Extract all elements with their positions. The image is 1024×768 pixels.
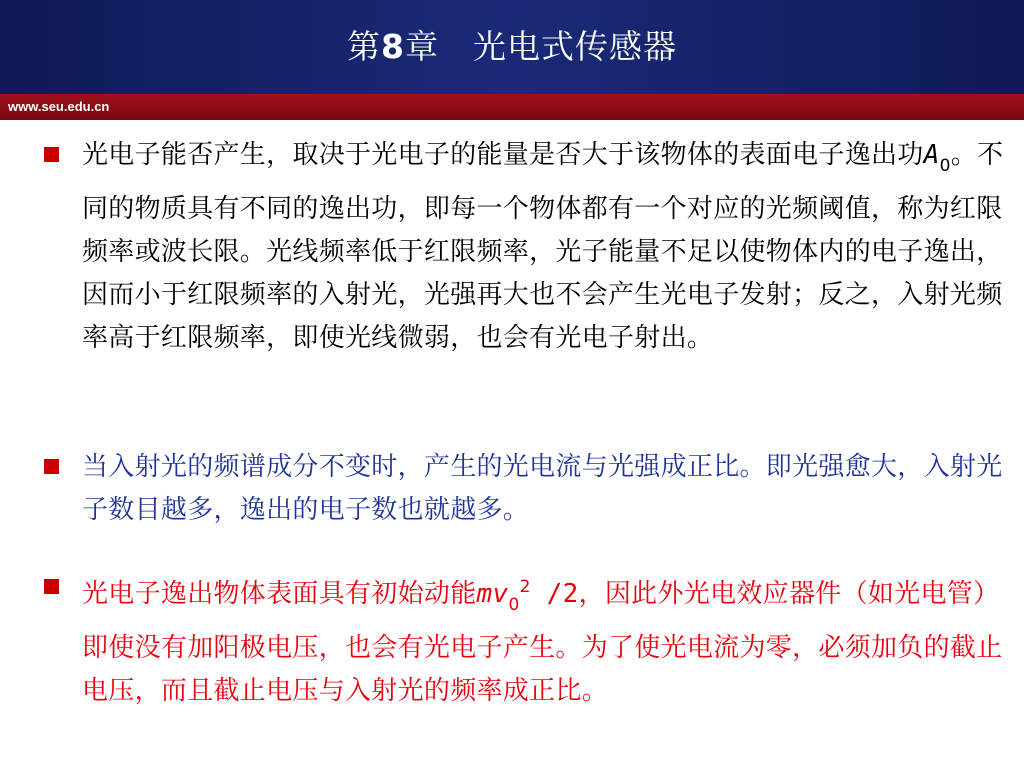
p3-formula: mv — [476, 579, 509, 609]
bullet-square-icon — [44, 579, 59, 594]
p3-superscript: 2 — [519, 577, 531, 597]
p1-subscript: 0 — [939, 156, 951, 176]
slide-title — [0, 22, 1024, 72]
site-url: www.seu.edu.cn — [8, 99, 110, 114]
bullet-paragraph-1 — [44, 134, 1014, 360]
paragraph-3-text — [82, 566, 1014, 713]
title-prefix: 第 — [347, 27, 382, 66]
red-band — [0, 94, 1024, 120]
p1-text-b: 。不同的物质具有不同的逸出功，即每一个物体都有一个对应的光频阈值，称为红限频率或波长限。光线频率低于红限频率，光子能量不足以使物体内的电子逸出，因而小于红限频率的入射光，光强再大也不会产生光电子发射；反之，入射光频率高于红限频率，即使光线微弱，也会有光电子射出。 — [82, 140, 1004, 353]
bullet-paragraph-3 — [44, 566, 1014, 713]
chapter-number: 8 — [381, 27, 405, 66]
p3-subscript: 0 — [508, 595, 520, 615]
title-banner — [0, 0, 1024, 94]
p1-text-a: 光电子能否产生，取决于光电子的能量是否大于该物体的表面电子逸出功 — [82, 140, 924, 170]
bullet-square-icon — [44, 147, 59, 162]
title-suffix: 章 光电式传感器 — [404, 27, 677, 66]
paragraph-1-text — [82, 134, 1014, 360]
p3-text-b: ，因此外光电效应器件（如光电管）即使没有加阳极电压，也会有光电子产生。为了使光电流为零，必须加负的截止电压，而且截止电压与入射光的频率成正比。 — [82, 579, 1003, 706]
p3-text-a: 光电子逸出物体表面具有初始动能 — [82, 579, 477, 609]
paragraph-2-text: 当入射光的频谱成分不变时，产生的光电流与光强成正比。即光强愈大，入射光子数目越多，逸出的电子数也就越多。 — [82, 452, 1003, 525]
bullet-square-icon — [44, 459, 59, 474]
p3-formula-tail: /2 — [530, 579, 579, 609]
p1-symbol: A — [923, 140, 940, 170]
bullet-paragraph-2 — [44, 446, 1014, 532]
